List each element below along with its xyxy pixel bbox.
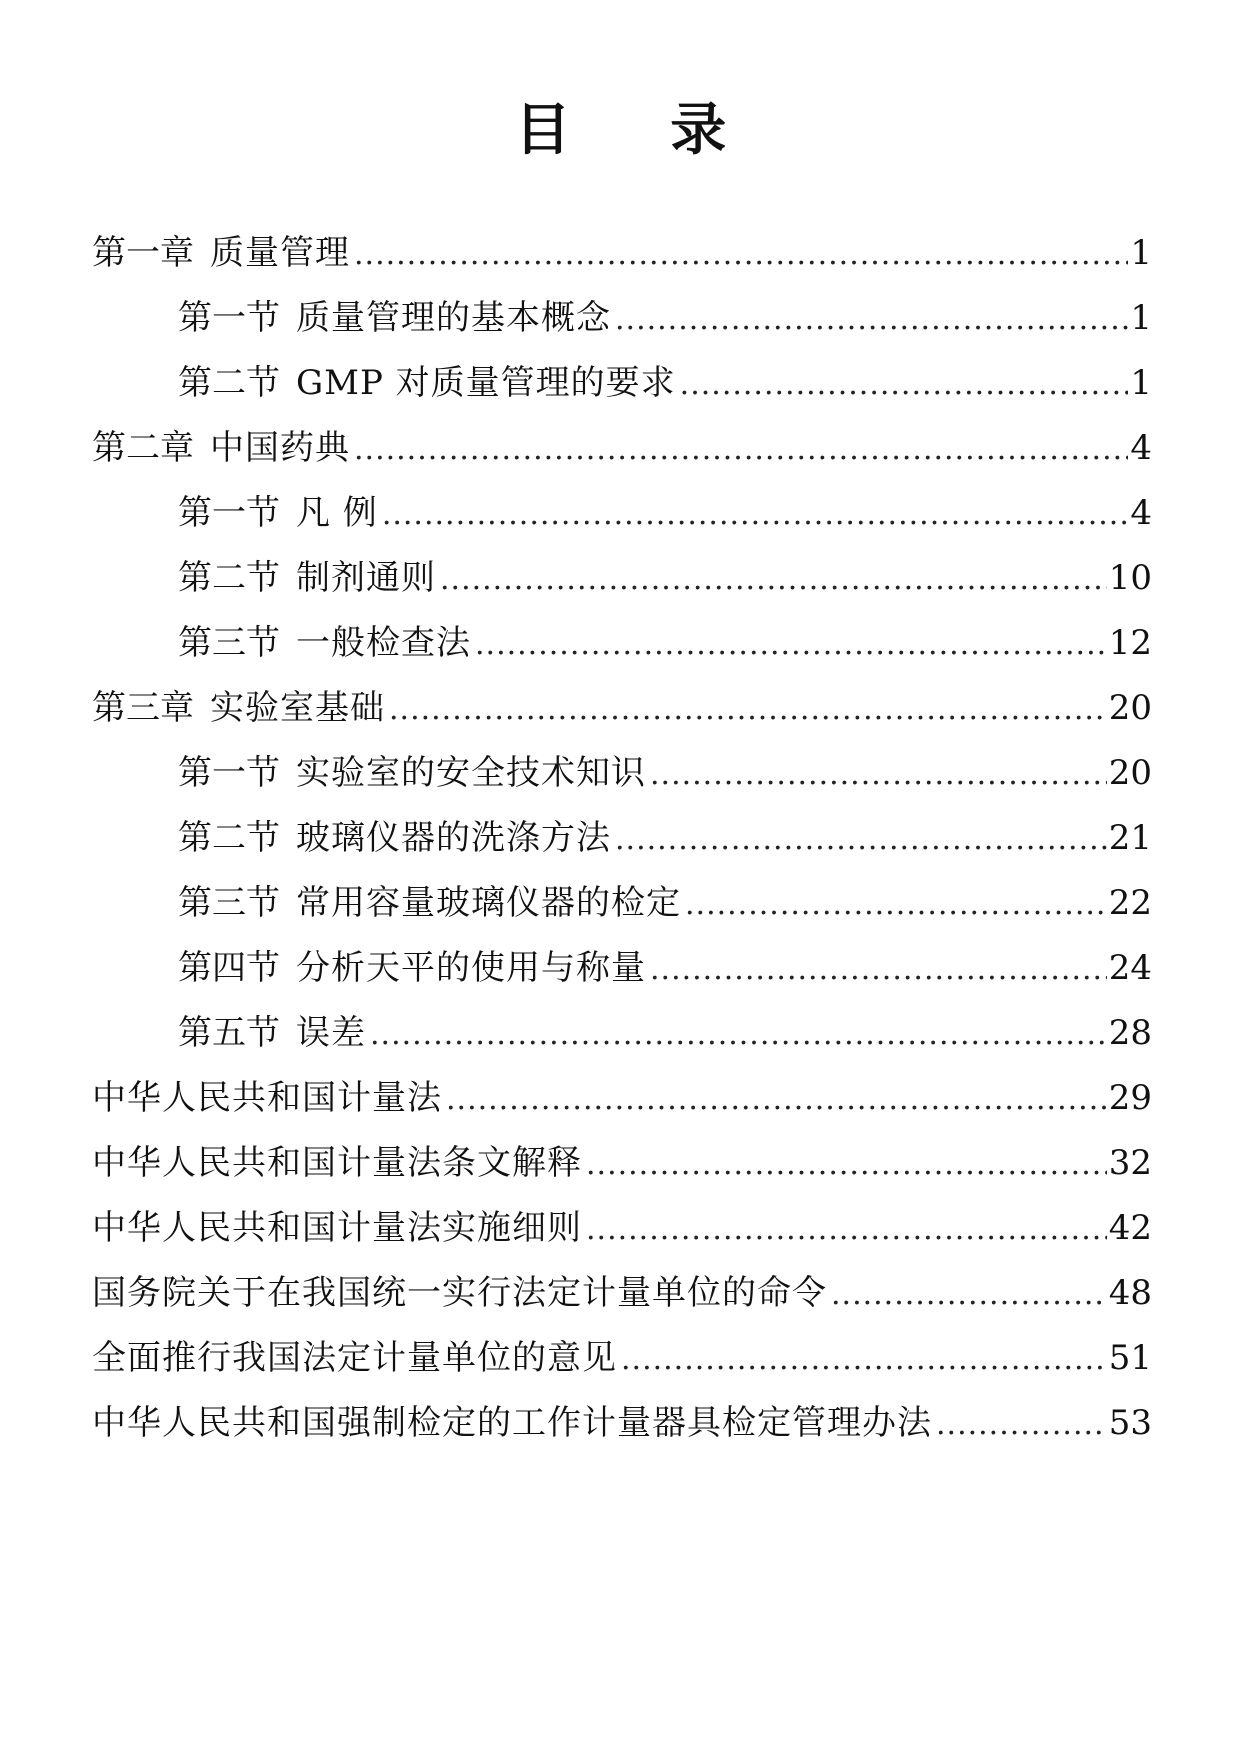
toc-entry-label: [178, 1001, 366, 1066]
dot-leader: [680, 352, 1129, 417]
toc-entry-title: 质量管理的基本概念: [296, 298, 611, 338]
toc-entry-page: 28: [1108, 1013, 1152, 1053]
toc-entry-title: 中国药典: [210, 428, 350, 468]
toc-entry-label: [178, 286, 611, 351]
toc-entry-page: 53: [1108, 1403, 1152, 1443]
toc-entry[interactable]: [92, 221, 1152, 286]
toc-entry-title: 实验室的安全技术知识: [296, 753, 646, 793]
toc-entry-title: 玻璃仪器的洗涤方法: [296, 818, 611, 858]
toc-entry-label: [92, 416, 350, 481]
toc-entry-page: 20: [1108, 753, 1152, 793]
toc-entry-title: 误差: [296, 1013, 366, 1053]
toc-entry-page: 32: [1108, 1143, 1152, 1183]
toc-entry[interactable]: [92, 286, 1152, 351]
toc-entry-label: [92, 1391, 932, 1456]
toc-entry-page: 22: [1108, 883, 1152, 923]
toc-entry-number: 第五节: [178, 1013, 280, 1053]
toc-entry-label: [178, 546, 436, 611]
toc-entry-title: 一般检查法: [296, 623, 471, 663]
toc-entry-page: 21: [1108, 818, 1152, 858]
toc-entry-title: 国务院关于在我国统一实行法定计量单位的命令: [92, 1273, 827, 1313]
toc-entry-number: 第一节: [178, 493, 280, 533]
dot-leader: [586, 1197, 1107, 1262]
toc-entry-page: 48: [1108, 1273, 1152, 1313]
toc-entry-page: 4: [1130, 428, 1152, 468]
toc-entry-title: 中华人民共和国强制检定的工作计量器具检定管理办法: [92, 1403, 932, 1443]
dot-leader: [354, 222, 1128, 287]
toc-entry[interactable]: [92, 741, 1152, 806]
toc-entry-label: [92, 1066, 442, 1131]
toc-entry-page: 12: [1108, 623, 1152, 663]
toc-entry[interactable]: [92, 416, 1152, 481]
dot-leader: [685, 872, 1107, 937]
toc-entry[interactable]: [92, 936, 1152, 1001]
toc-entry-page: 1: [1130, 298, 1152, 338]
toc-entry[interactable]: [92, 1066, 1152, 1131]
toc-entry-number: 第二节: [178, 363, 280, 403]
toc-entry-number: 第二节: [178, 558, 280, 598]
dot-leader: [586, 1132, 1107, 1197]
page-title: 目 录: [514, 98, 767, 163]
toc-entry-number: 第二章: [92, 428, 194, 468]
toc-entry-label: [92, 1261, 827, 1326]
toc-entry-title: 分析天平的使用与称量: [296, 948, 646, 988]
toc-entry[interactable]: [92, 1001, 1152, 1066]
toc-entry-label: [92, 221, 350, 286]
dot-leader: [440, 547, 1107, 612]
dot-leader: [354, 417, 1128, 482]
toc-entry-number: 第一节: [178, 753, 280, 793]
toc-entry[interactable]: [92, 806, 1152, 871]
toc-entry-page: 20: [1108, 688, 1152, 728]
toc-entry[interactable]: [92, 546, 1152, 611]
dot-leader: [936, 1392, 1107, 1457]
toc-entry-page: 24: [1108, 948, 1152, 988]
toc-entry[interactable]: [92, 871, 1152, 936]
toc-entry[interactable]: [92, 1131, 1152, 1196]
toc-entry-label: [92, 1196, 582, 1261]
toc-entry-number: 第一章: [92, 233, 194, 273]
toc-entry-title: 中华人民共和国计量法实施细则: [92, 1208, 582, 1248]
toc-entry-number: 第二节: [178, 818, 280, 858]
toc-entry-page: 10: [1108, 558, 1152, 598]
dot-leader: [389, 677, 1107, 742]
toc-entry-title: 常用容量玻璃仪器的检定: [296, 883, 681, 923]
table-of-contents: [92, 221, 1152, 1456]
toc-entry-title: GMP 对质量管理的要求: [296, 363, 676, 403]
toc-entry[interactable]: [92, 1261, 1152, 1326]
toc-entry-label: [178, 611, 471, 676]
toc-entry-number: 第一节: [178, 298, 280, 338]
dot-leader: [446, 1067, 1107, 1132]
toc-entry-page: 1: [1130, 233, 1152, 273]
toc-entry[interactable]: [92, 1326, 1152, 1391]
toc-entry-number: 第四节: [178, 948, 280, 988]
toc-entry-label: [178, 351, 676, 416]
toc-entry-label: [92, 1326, 617, 1391]
toc-entry-label: [178, 481, 378, 546]
dot-leader: [370, 1002, 1107, 1067]
toc-entry-label: [178, 871, 681, 936]
toc-entry-page: 29: [1108, 1078, 1152, 1118]
toc-entry-title: 中华人民共和国计量法: [92, 1078, 442, 1118]
toc-entry-label: [178, 936, 646, 1001]
dot-leader: [382, 482, 1129, 547]
toc-entry-title: 中华人民共和国计量法条文解释: [92, 1143, 582, 1183]
toc-entry-label: [92, 1131, 582, 1196]
dot-leader: [650, 937, 1107, 1002]
toc-entry-number: 第三节: [178, 623, 280, 663]
dot-leader: [475, 612, 1107, 677]
toc-entry-title: 凡 例: [296, 493, 378, 533]
toc-entry[interactable]: [92, 676, 1152, 741]
dot-leader: [615, 807, 1107, 872]
toc-entry-page: 1: [1130, 363, 1152, 403]
dot-leader: [650, 742, 1107, 807]
toc-entry-title: 实验室基础: [210, 688, 385, 728]
toc-entry-page: 4: [1130, 493, 1152, 533]
toc-entry-label: [178, 741, 646, 806]
toc-entry-label: [92, 676, 385, 741]
toc-entry-title: 质量管理: [210, 233, 350, 273]
dot-leader: [615, 287, 1128, 352]
dot-leader: [621, 1327, 1107, 1392]
toc-entry[interactable]: [92, 351, 1152, 416]
dot-leader: [831, 1262, 1107, 1327]
toc-entry[interactable]: [92, 1391, 1152, 1456]
toc-entry[interactable]: [92, 611, 1152, 676]
toc-entry-title: 全面推行我国法定计量单位的意见: [92, 1338, 617, 1378]
toc-entry[interactable]: [92, 1196, 1152, 1261]
toc-entry-number: 第三节: [178, 883, 280, 923]
toc-entry[interactable]: [92, 481, 1152, 546]
toc-entry-number: 第三章: [92, 688, 194, 728]
toc-entry-page: 42: [1108, 1208, 1152, 1248]
toc-entry-page: 51: [1108, 1338, 1152, 1378]
toc-entry-label: [178, 806, 611, 871]
toc-entry-title: 制剂通则: [296, 558, 436, 598]
